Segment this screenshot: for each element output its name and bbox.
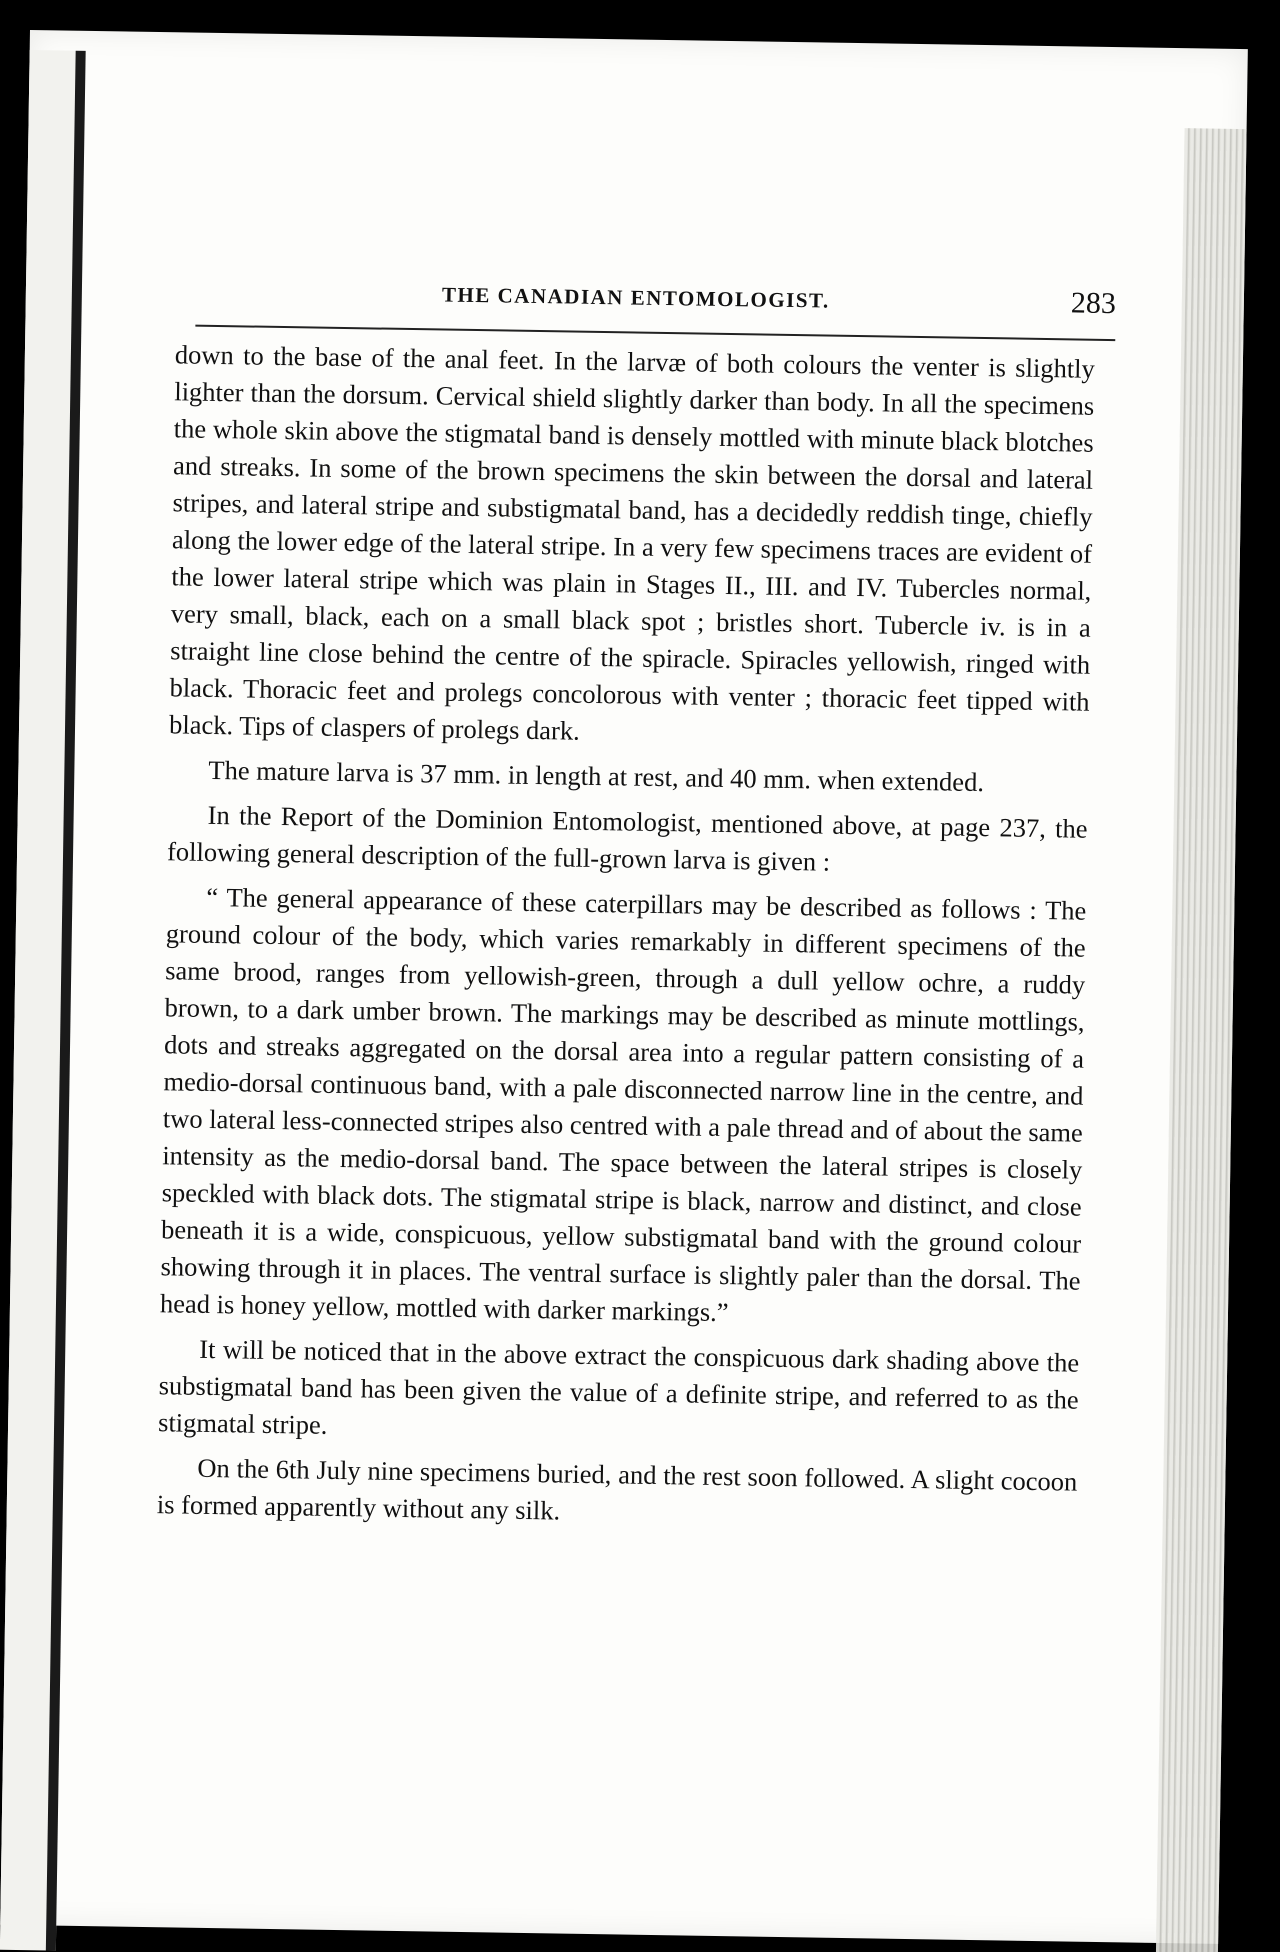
running-header: [155, 272, 1116, 333]
body-text: [156, 336, 1095, 1545]
paragraph-continuation: down to the base of the anal feet. In the larvæ of both colours the venter is slightly lighter than the dorsum. Cervical shield slightly darker than body. In all the specimens the whole skin above the stigmatal band is densely mottled with minute black blotches and streaks. In some of the brown specimens the skin between the dorsal and lateral stripes, and lateral stripe and substigmatal band, has a decidedly reddish tinge, chiefly along the lower edge of the lateral stripe. In a very few specimens traces are evident of the lower lateral stripe which was plain in Stages II., III. and IV. Tubercles normal, very small, black, each on a small black spot ; bristles short. Tubercle iv. is in a straight line close behind the centre of the spiracle. Spiracles yellowish, ringed with black. Thoracic feet and prolegs concolorous with venter ; thoracic feet tipped with black. Tips of claspers of prolegs dark.: [168, 339, 1096, 746]
paragraph-noticed: It will be noticed that in the above extract the conspicuous dark shading above the substigmatal band has been given the value of a definite stripe, and referred to as the stigmatal stripe.: [157, 1333, 1080, 1440]
book-page: [0, 30, 1248, 1944]
paragraph-quoted-description: “ The general appearance of these caterpillars may be described as follows : The ground colour of the body, which varies remarkably in different specimens of the same brood, ranges from yellowish-green, through a dull yellow ochre, a ruddy brown, to a dark umber brown. The markings may be described as minute mottlings, dots and streaks aggregated on the dorsal area into a regular pattern consisting of a medio-dorsal continuous band, with a pale disconnected narrow line in the centre, and two lateral less-connected stripes also centred with a pale thread and of about the same intensity as the medio-dorsal band. The space between the lateral stripes is closely speckled with black dots. The stigmatal stripe is black, narrow and distinct, and close beneath it is a wide, conspicuous, yellow substigmatal band with the ground colour showing through it in places. The ventral surface is slightly paler than the dorsal. The head is honey yellow, mottled with darker markings.”: [159, 881, 1087, 1328]
paragraph-report-intro: In the Report of the Dominion Entomologist, mentioned above, at page 237, the following general description of the full-grown larva is given :: [166, 799, 1088, 877]
paragraph-mature-larva: The mature larva is 37 mm. in length at rest, and 40 mm. when extended.: [208, 754, 985, 798]
journal-title: THE CANADIAN ENTOMOLOGIST.: [441, 282, 830, 313]
paragraph-cocoon: On the 6th July nine specimens buried, and the rest soon followed. A slight cocoon is formed apparently without any silk.: [156, 1452, 1078, 1526]
page-stack-edge: [1155, 128, 1246, 1952]
page-number: 283: [1070, 286, 1117, 321]
page-left-edge: [0, 50, 86, 1951]
